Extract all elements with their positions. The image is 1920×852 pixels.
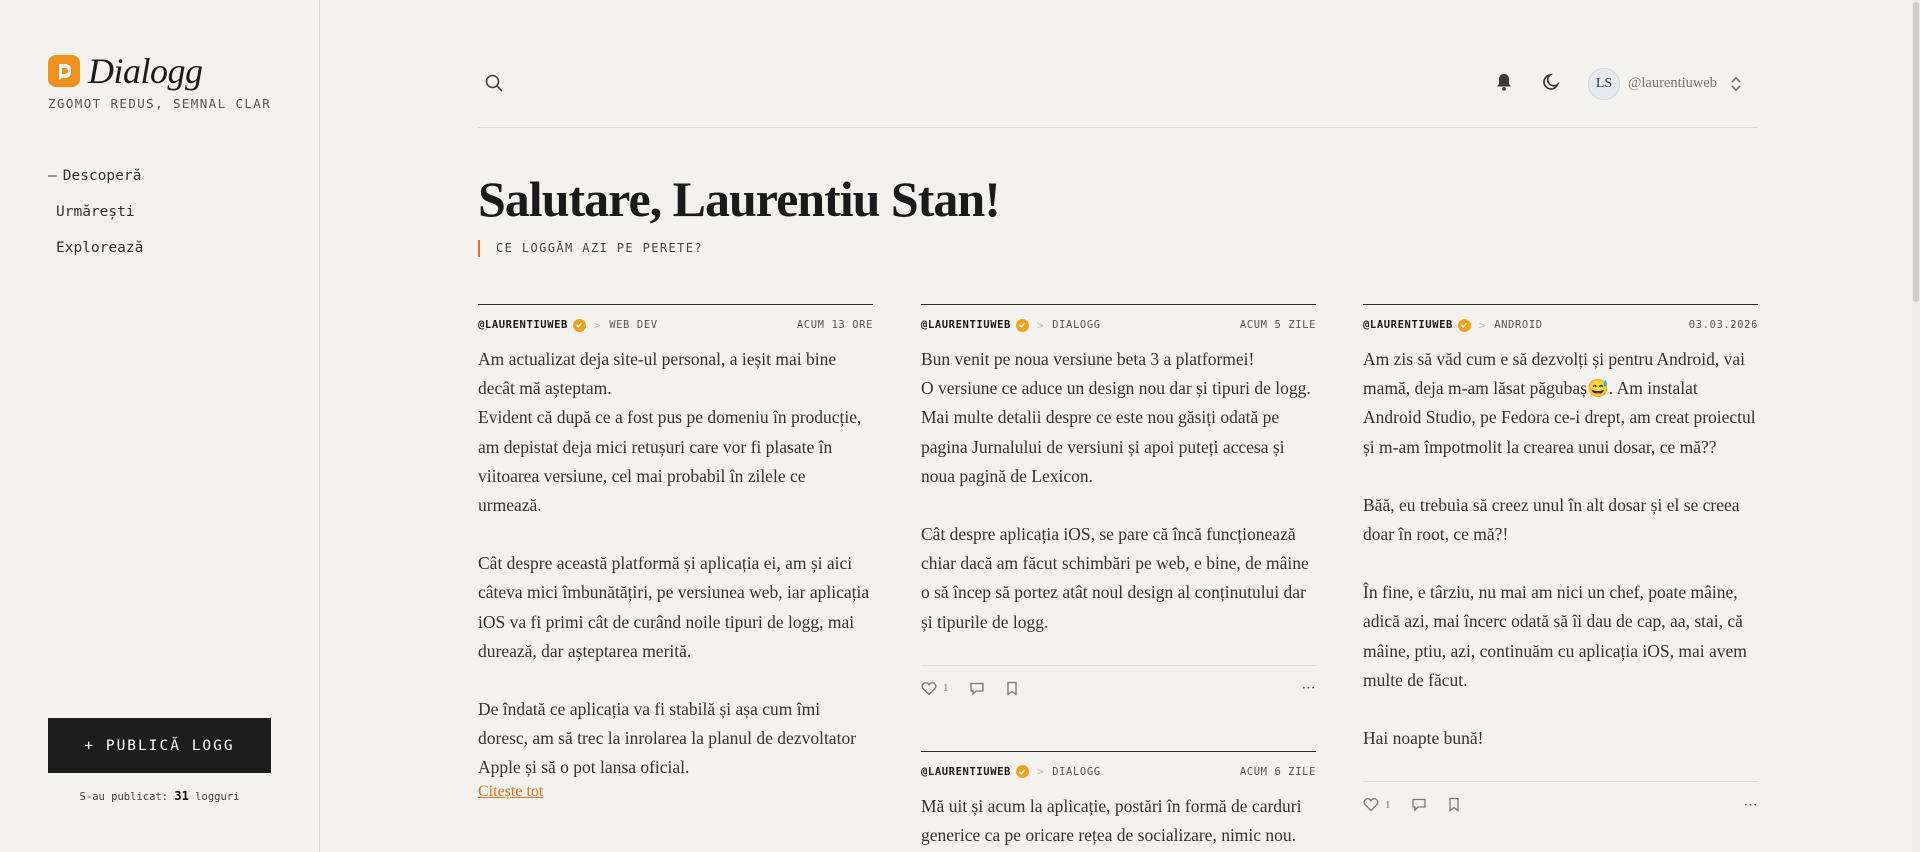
- username[interactable]: @laurentiuweb: [1628, 75, 1718, 91]
- post-paragraph: Evident că după ce a fost pus pe domeniu în producție, am depistat deja mici retușuri care vor fi plasate în viitoarea versiune, cel mai probabil în zilele ce urmează.: [478, 407, 862, 516]
- post-category[interactable]: WEB DEV: [609, 319, 658, 331]
- comment-icon: [969, 681, 985, 696]
- sidebar: [0, 0, 320, 852]
- post-paragraph: În fine, e târziu, nu mai am nici un chef, poate mâine, adică azi, mai încerc odată să îi dau de cap, aa, stai, că mâine, ptiu, azi, continuăm cu aplicația iOS, mai avem multe de făcut.: [1363, 582, 1747, 690]
- post-meta: [921, 752, 1316, 792]
- separator-icon: >: [593, 318, 602, 332]
- post-time: ACUM 13 ORE: [796, 319, 873, 331]
- published-count: [48, 789, 271, 803]
- more-options-icon[interactable]: ···: [1301, 682, 1316, 695]
- post-paragraph: Bun venit pe noua versiune beta 3 a platformei!: [921, 349, 1255, 369]
- separator-icon: >: [1036, 318, 1045, 332]
- comment-button[interactable]: [1411, 797, 1427, 812]
- post-body: [921, 345, 1316, 637]
- top-bar: [478, 58, 1758, 128]
- sidebar-item-descopera[interactable]: [48, 158, 143, 194]
- bookmark-button[interactable]: [1447, 797, 1461, 812]
- post-category[interactable]: ANDROID: [1494, 319, 1543, 331]
- separator-icon: >: [1036, 765, 1045, 779]
- separator-icon: >: [1478, 318, 1487, 332]
- verified-icon: [1458, 319, 1471, 332]
- sidebar-item-label: Descoperă: [62, 168, 142, 184]
- page-subtitle: CE LOGGĂM AZI PE PERETE?: [478, 240, 703, 257]
- post-card[interactable]: [478, 304, 873, 801]
- logo[interactable]: [48, 50, 203, 92]
- post-author[interactable]: @LAURENTIUWEB: [1363, 319, 1453, 331]
- post-paragraph: Hai noapte bună!: [1363, 728, 1484, 749]
- post-author[interactable]: @LAURENTIUWEB: [921, 765, 1011, 778]
- post-category[interactable]: DIALOGG: [1052, 319, 1101, 331]
- page-title: Salutare, Laurentiu Stan!: [478, 171, 1000, 227]
- post-paragraph: Mă uit și acum la aplicație, postări în formă de carduri generice ca pe oricare rețea de socializare, nimic nou.: [921, 795, 1302, 846]
- heart-icon: [921, 681, 937, 696]
- sidebar-item-exploreaza[interactable]: [48, 230, 143, 266]
- verified-icon: [573, 319, 586, 332]
- sidebar-item-label: Explorează: [56, 240, 144, 256]
- post-meta: [478, 305, 873, 345]
- post-actions: [921, 665, 1316, 711]
- post-body: [921, 792, 1316, 850]
- bookmark-button[interactable]: [1005, 681, 1019, 696]
- like-count: 1: [943, 682, 949, 695]
- like-button[interactable]: [921, 681, 949, 696]
- verified-icon: [1016, 319, 1029, 332]
- sidebar-item-label: Urmărești: [56, 204, 135, 220]
- tagline: ZGOMOT REDUS, SEMNAL CLAR: [48, 96, 272, 111]
- post-paragraph: O versiune ce aduce un design nou dar și tipuri de logg. Mai multe detalii despre ce este nou găsiți odată pe pagina Jurnalului de versiuni și apoi puteți accesa și noua pagină de Lexicon.: [921, 378, 1311, 486]
- post-card[interactable]: [921, 751, 1316, 850]
- published-number: 31: [174, 789, 189, 803]
- bookmark-icon: [1005, 681, 1019, 696]
- search-icon[interactable]: [484, 73, 504, 98]
- comment-icon: [1411, 797, 1427, 812]
- scrollbar[interactable]: [1912, 0, 1920, 852]
- heart-icon: [1363, 797, 1379, 812]
- post-card[interactable]: [1363, 304, 1758, 827]
- post-paragraph: Băă, eu trebuia să creez unul în alt dosar și el se creea doar în root, ce mă?!: [1363, 494, 1740, 545]
- sidebar-item-urmaresti[interactable]: [48, 194, 143, 230]
- post-category[interactable]: DIALOGG: [1052, 765, 1101, 778]
- post-paragraph: Am zis să văd cum e să dezvolți și pentru Android, vai mamă, deja m-am lăsat păgubaș😅. Am instalat Android Studio, pe Fedora ce-i drept, am creat proiectul și m-am împotmolit la crearea unui dosar, ce mă??: [1363, 349, 1756, 457]
- post-time: ACUM 6 ZILE: [1239, 765, 1316, 778]
- app-name: Dialogg: [88, 51, 203, 91]
- logo-icon: [48, 55, 80, 87]
- bookmark-icon: [1447, 797, 1461, 812]
- post-author[interactable]: @LAURENTIUWEB: [921, 319, 1011, 331]
- post-time: ACUM 5 ZILE: [1239, 319, 1316, 331]
- post-paragraph: Am actualizat deja site-ul personal, a ieșit mai bine decât mă așteptam.: [478, 349, 837, 399]
- post-paragraph: Cât despre această platformă și aplicația ei, am și aici câteva mici îmbunătățiri, pe versiunea web, iar aplicația iOS va fi primi cât de curând noile tipuri de logg, mai durează, dar așteptarea merită.: [478, 553, 870, 661]
- post-meta: [921, 305, 1316, 345]
- post-card[interactable]: [921, 304, 1316, 711]
- feed-column-1: [478, 304, 873, 801]
- like-count: 1: [1385, 798, 1391, 811]
- post-time: 03.03.2026: [1688, 319, 1758, 331]
- post-meta: [1363, 305, 1758, 345]
- read-more-link[interactable]: Citește tot: [478, 782, 544, 800]
- like-button[interactable]: [1363, 797, 1391, 812]
- feed-column-3: [1363, 304, 1758, 827]
- active-indicator: —: [48, 168, 57, 184]
- post-actions: [1363, 781, 1758, 827]
- chevron-updown-icon[interactable]: [1728, 74, 1744, 99]
- post-paragraph: Cât despre aplicația iOS, se pare că încă funcționează chiar dacă am făcut schimbări pe web, e bine, de mâine o să încep să portez atât noul design al conținutului dar și tipurile de logg.: [921, 524, 1309, 632]
- sidebar-nav: [48, 158, 143, 266]
- published-suffix: logguri: [195, 791, 240, 803]
- more-options-icon[interactable]: ···: [1743, 798, 1758, 811]
- post-author[interactable]: @LAURENTIUWEB: [478, 319, 568, 331]
- feed-column-2: [921, 304, 1316, 850]
- comment-button[interactable]: [969, 681, 985, 696]
- bell-icon[interactable]: [1494, 72, 1514, 97]
- publish-button[interactable]: + PUBLICĂ LOGG: [48, 718, 271, 773]
- post-body: [478, 345, 873, 783]
- published-prefix: S-au publicat:: [79, 791, 169, 803]
- post-body: [1363, 345, 1758, 753]
- post-paragraph: De îndată ce aplicația va fi stabilă și așa cum îmi doresc, am să trec la inrolarea la planul de dezvoltator Apple și să o pot lansa oficial.: [478, 699, 857, 778]
- scrollbar-thumb[interactable]: [1913, 2, 1919, 302]
- avatar[interactable]: LS: [1588, 68, 1620, 100]
- verified-icon: [1016, 765, 1029, 778]
- moon-icon[interactable]: [1542, 72, 1562, 97]
